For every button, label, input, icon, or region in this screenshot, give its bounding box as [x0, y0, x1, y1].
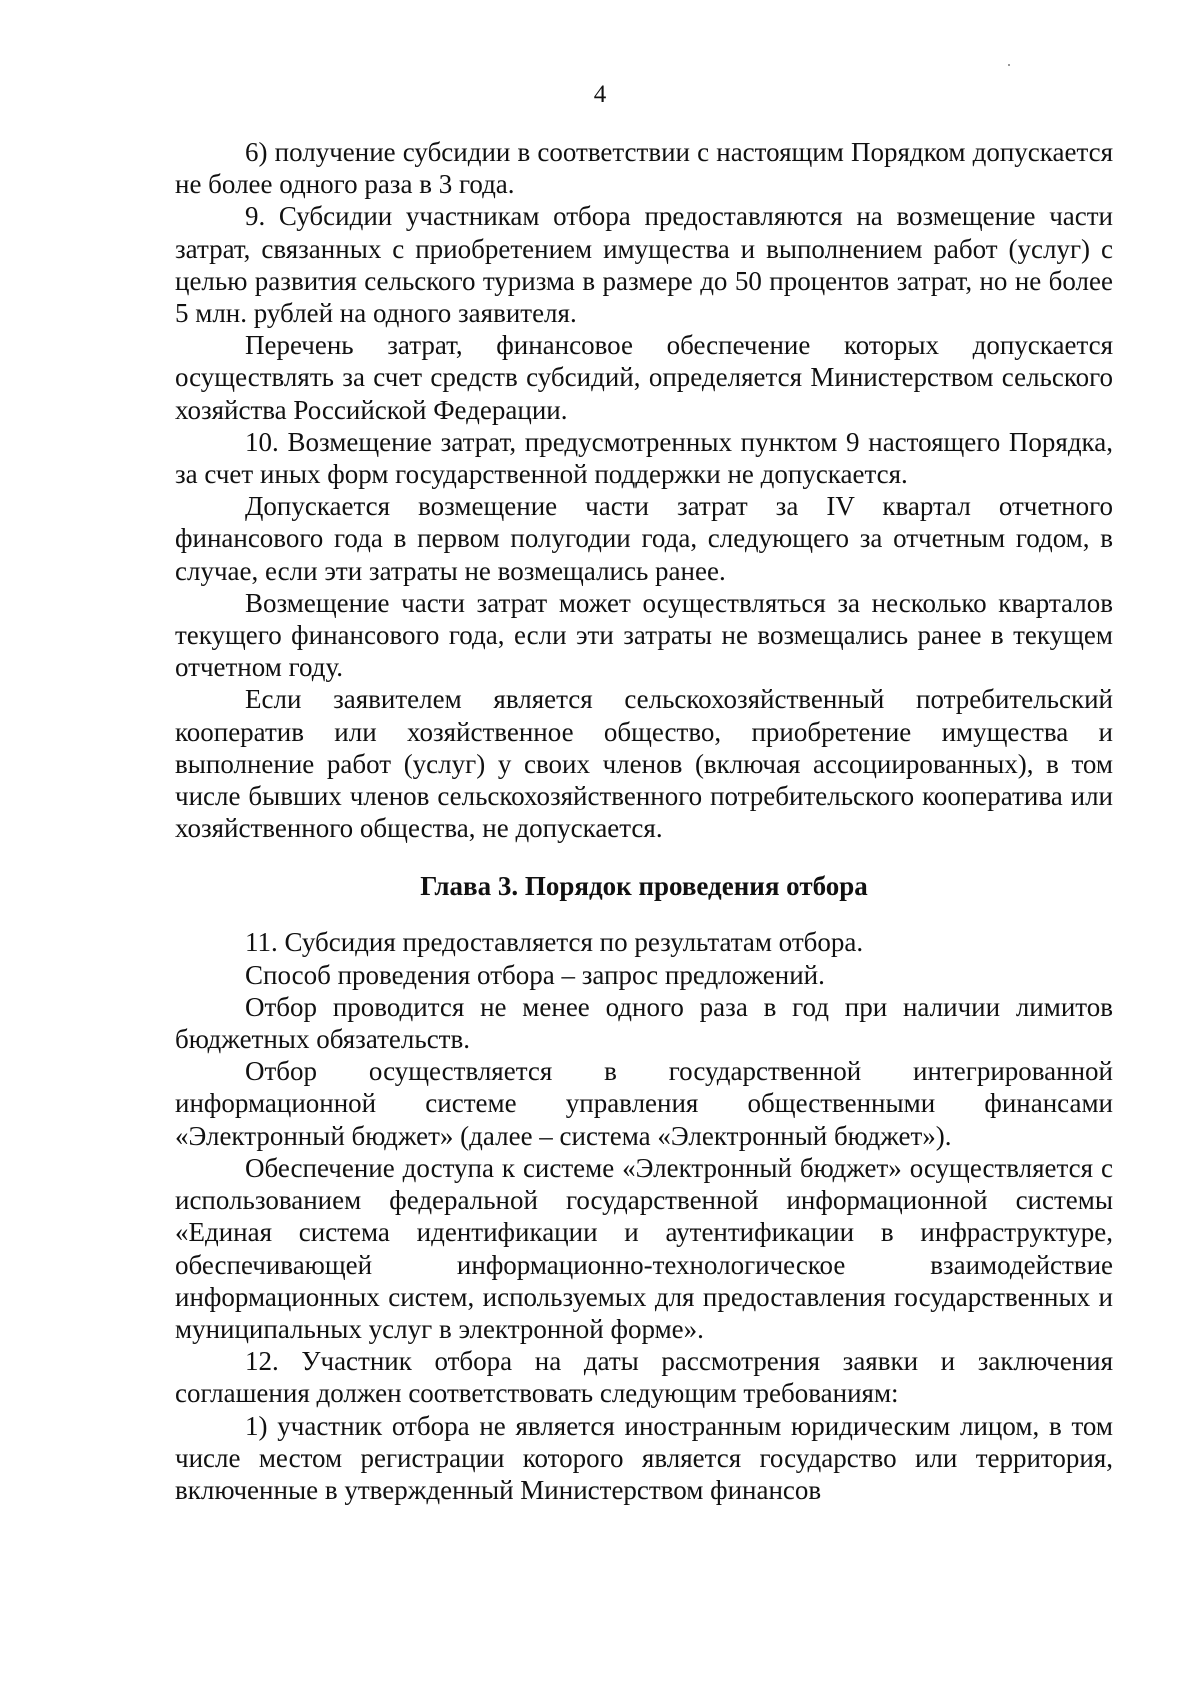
document-body: [175, 136, 1113, 1506]
paragraph-clause-10: 10. Возмещение затрат, предусмотренных пунктом 9 настоящего Порядка, за счет иных форм государственной поддержки не допускается.: [175, 426, 1113, 490]
paragraph-electronic-budget: Отбор осуществляется в государственной интегрированной информационной системе управления общественными финансами «Электронный бюджет» (далее – система «Электронный бюджет»).: [175, 1056, 1113, 1151]
chapter-heading: Глава 3. Порядок проведения отбора: [420, 871, 868, 902]
paragraph-selection-method: Способ проведения отбора – запрос предложений.: [245, 959, 825, 990]
paragraph-clause-12: 12. Участник отбора на даты рассмотрения заявки и заключения соглашения должен соответствовать следующим требованиям:: [175, 1346, 1113, 1409]
paragraph-q4-reimbursement: Допускается возмещение части затрат за IV квартал отчетного финансового года в первом полугодии года, следующего за отчетным годом, в случае, если эти затраты не возмещались ранее.: [175, 491, 1113, 586]
paragraph-cooperative: Если заявителем является сельскохозяйственный потребительский кооператив или хозяйственное общество, приобретение имущества и выполнение работ (услуг) у своих членов (включая ассоциированных), в том числе бывших членов сельскохозяйственного потребительского кооператива или хозяйственного общества, не допускается.: [175, 684, 1113, 844]
paragraph-access: Обеспечение доступа к системе «Электронный бюджет» осуществляется с использованием федеральной государственной информационной системы «Единая система идентификации и аутентификации в инфраструктуре, обеспечивающей информационно-технологическое взаимодействие информационных систем, используемых для предоставления государственных и муниципальных услуг в электронной форме».: [175, 1152, 1113, 1344]
paragraph-selection-frequency: Отбор проводится не менее одного раза в год при наличии лимитов бюджетных обязательств.: [175, 991, 1113, 1055]
page-number: 4: [593, 81, 607, 108]
paragraph-requirement-1: 1) участник отбора не является иностранным юридическим лицом, в том числе местом регистрации которого является государство или территория, включенные в утвержденный Министерством финансов: [175, 1410, 1113, 1505]
paragraph-clause-9: 9. Субсидии участникам отбора предоставляются на возмещение части затрат, связанных с приобретением имущества и выполнением работ (услуг) с целью развития сельского туризма в размере до 50 процентов затрат, но не более 5 млн. рублей на одного заявителя.: [175, 201, 1113, 329]
paragraph-item-6: 6) получение субсидии в соответствии с настоящим Порядком допускается не более одного раза в 3 года.: [175, 137, 1113, 200]
paragraph-cost-list: Перечень затрат, финансовое обеспечение которых допускается осуществлять за счет средств субсидий, определяется Министерством сельского хозяйства Российской Федерации.: [175, 330, 1113, 425]
paragraph-clause-11: 11. Субсидия предоставляется по результатам отбора.: [245, 927, 864, 958]
scan-speck: [1008, 64, 1010, 66]
paragraph-quarters-reimbursement: Возмещение части затрат может осуществляться за несколько кварталов текущего финансового года, если эти затраты не возмещались ранее в текущем отчетном году.: [175, 587, 1113, 683]
